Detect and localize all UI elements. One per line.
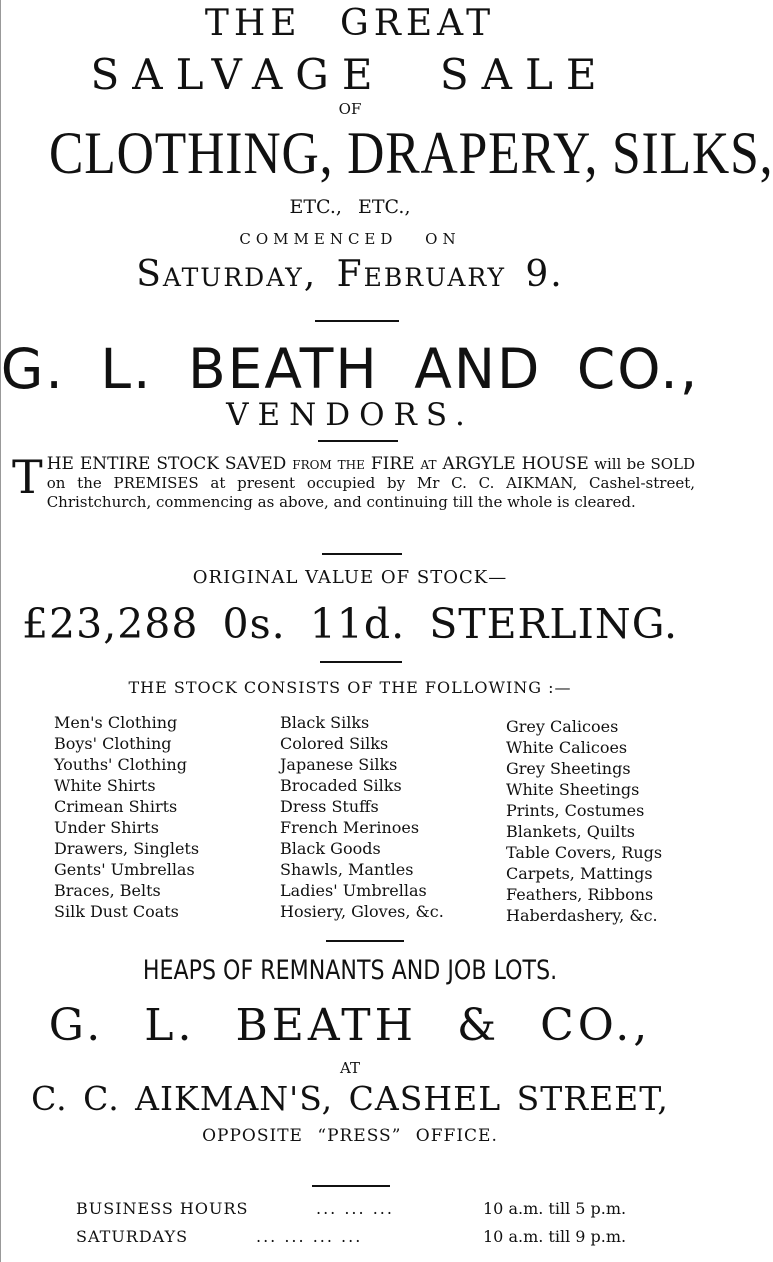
divider-rule (315, 320, 399, 322)
shop-address: C. C. AIKMAN'S, CASHEL STREET, (31, 1079, 669, 1118)
stock-column-3 (506, 716, 662, 926)
stock-item: Men's Clothing (54, 713, 178, 732)
stock-item: Carpets, Mattings (506, 864, 653, 883)
divider-rule (322, 553, 402, 555)
stock-column-1 (54, 712, 199, 922)
stock-column-2 (280, 712, 444, 922)
stock-item: Youths' Clothing (54, 755, 187, 774)
paragraph-first-line: HE ENTIRE STOCK SAVED from the FIRE at ARGYLE HOUSE (46, 454, 589, 474)
firm-name: G. L. BEATH AND CO., (0, 337, 700, 401)
stock-item: Prints, Costumes (506, 801, 645, 820)
stock-item: Drawers, Singlets (54, 839, 200, 858)
divider-rule (318, 440, 398, 442)
stock-item: Table Covers, Rugs (506, 843, 663, 862)
sale-date: Saturday, February 9. (136, 254, 564, 295)
stock-item: French Merinoes (280, 818, 420, 837)
stock-item: White Sheetings (506, 780, 640, 799)
stock-heading: THE STOCK CONSISTS OF THE FOLLOWING :— (128, 678, 572, 697)
stock-item: Grey Calicoes (506, 717, 619, 736)
divider-rule (326, 940, 404, 942)
stock-item: White Shirts (54, 776, 156, 795)
opposite-office: OPPOSITE “PRESS” OFFICE. (202, 1126, 498, 1146)
stock-item: Boys' Clothing (54, 734, 172, 753)
headline-etc: ETC., ETC., (289, 196, 411, 218)
firm-name-repeat: G. L. BEATH & CO., (48, 1000, 652, 1051)
divider-rule (312, 1185, 390, 1187)
stock-item: Dress Stuffs (280, 797, 379, 816)
original-value: £23,288 0s. 11d. STERLING. (21, 600, 679, 648)
stock-item: White Calicoes (506, 738, 628, 757)
stock-item: Hosiery, Gloves, &c. (280, 902, 444, 921)
headline-of: OF (338, 100, 362, 118)
paragraph-body: will be SOLD on the PREMISES at present occupied by Mr C. C. AIKMAN, Cashel-street, Christchurch, commencing as above, and continuing till the whole is cleared. (46, 455, 695, 511)
stock-item: Crimean Shirts (54, 797, 178, 816)
hours-row-saturdays (76, 1226, 676, 1248)
hours-row-business (76, 1198, 676, 1220)
stock-item: Braces, Belts (54, 881, 161, 900)
hours-time: 10 a.m. till 5 p.m. (483, 1199, 627, 1218)
stock-item: Brocaded Silks (280, 776, 402, 795)
drop-cap: T (12, 450, 43, 504)
stock-item: Blankets, Quilts (506, 822, 635, 841)
stock-item: Colored Silks (280, 734, 389, 753)
stock-item: Under Shirts (54, 818, 159, 837)
at-label: AT (339, 1059, 361, 1077)
stock-item: Gents' Umbrellas (54, 860, 195, 879)
stock-item: Grey Sheetings (506, 759, 631, 778)
vendors-label: VENDORS. (226, 397, 474, 433)
stock-item: Silk Dust Coats (54, 902, 179, 921)
remnants-line: HEAPS OF REMNANTS AND JOB LOTS. (142, 955, 558, 986)
original-value-label: ORIGINAL VALUE OF STOCK— (192, 567, 508, 588)
headline-commenced: COMMENCED ON (239, 230, 461, 248)
stock-item: Ladies' Umbrellas (280, 881, 427, 900)
headline-salvage-sale: SALVAGE SALE (90, 50, 610, 99)
stock-item: Japanese Silks (280, 755, 398, 774)
hours-label: BUSINESS HOURS (76, 1199, 249, 1218)
divider-rule (320, 661, 402, 663)
headline-the-great: THE GREAT (204, 3, 496, 44)
stock-item: Black Silks (280, 713, 370, 732)
stock-item: Haberdashery, &c. (506, 906, 658, 925)
announcement-paragraph (12, 450, 695, 512)
hours-time: 10 a.m. till 9 p.m. (483, 1227, 627, 1246)
stock-item: Feathers, Ribbons (506, 885, 654, 904)
hours-label: SATURDAYS (76, 1227, 189, 1246)
hours-leader-dots: ... ... ... ... (256, 1227, 363, 1246)
hours-leader-dots: ... ... ... (316, 1199, 394, 1218)
stock-item: Shawls, Mantles (280, 860, 414, 879)
headline-clothing: CLOTHING, DRAPERY, SILKS, (49, 120, 773, 186)
stock-item: Black Goods (280, 839, 381, 858)
